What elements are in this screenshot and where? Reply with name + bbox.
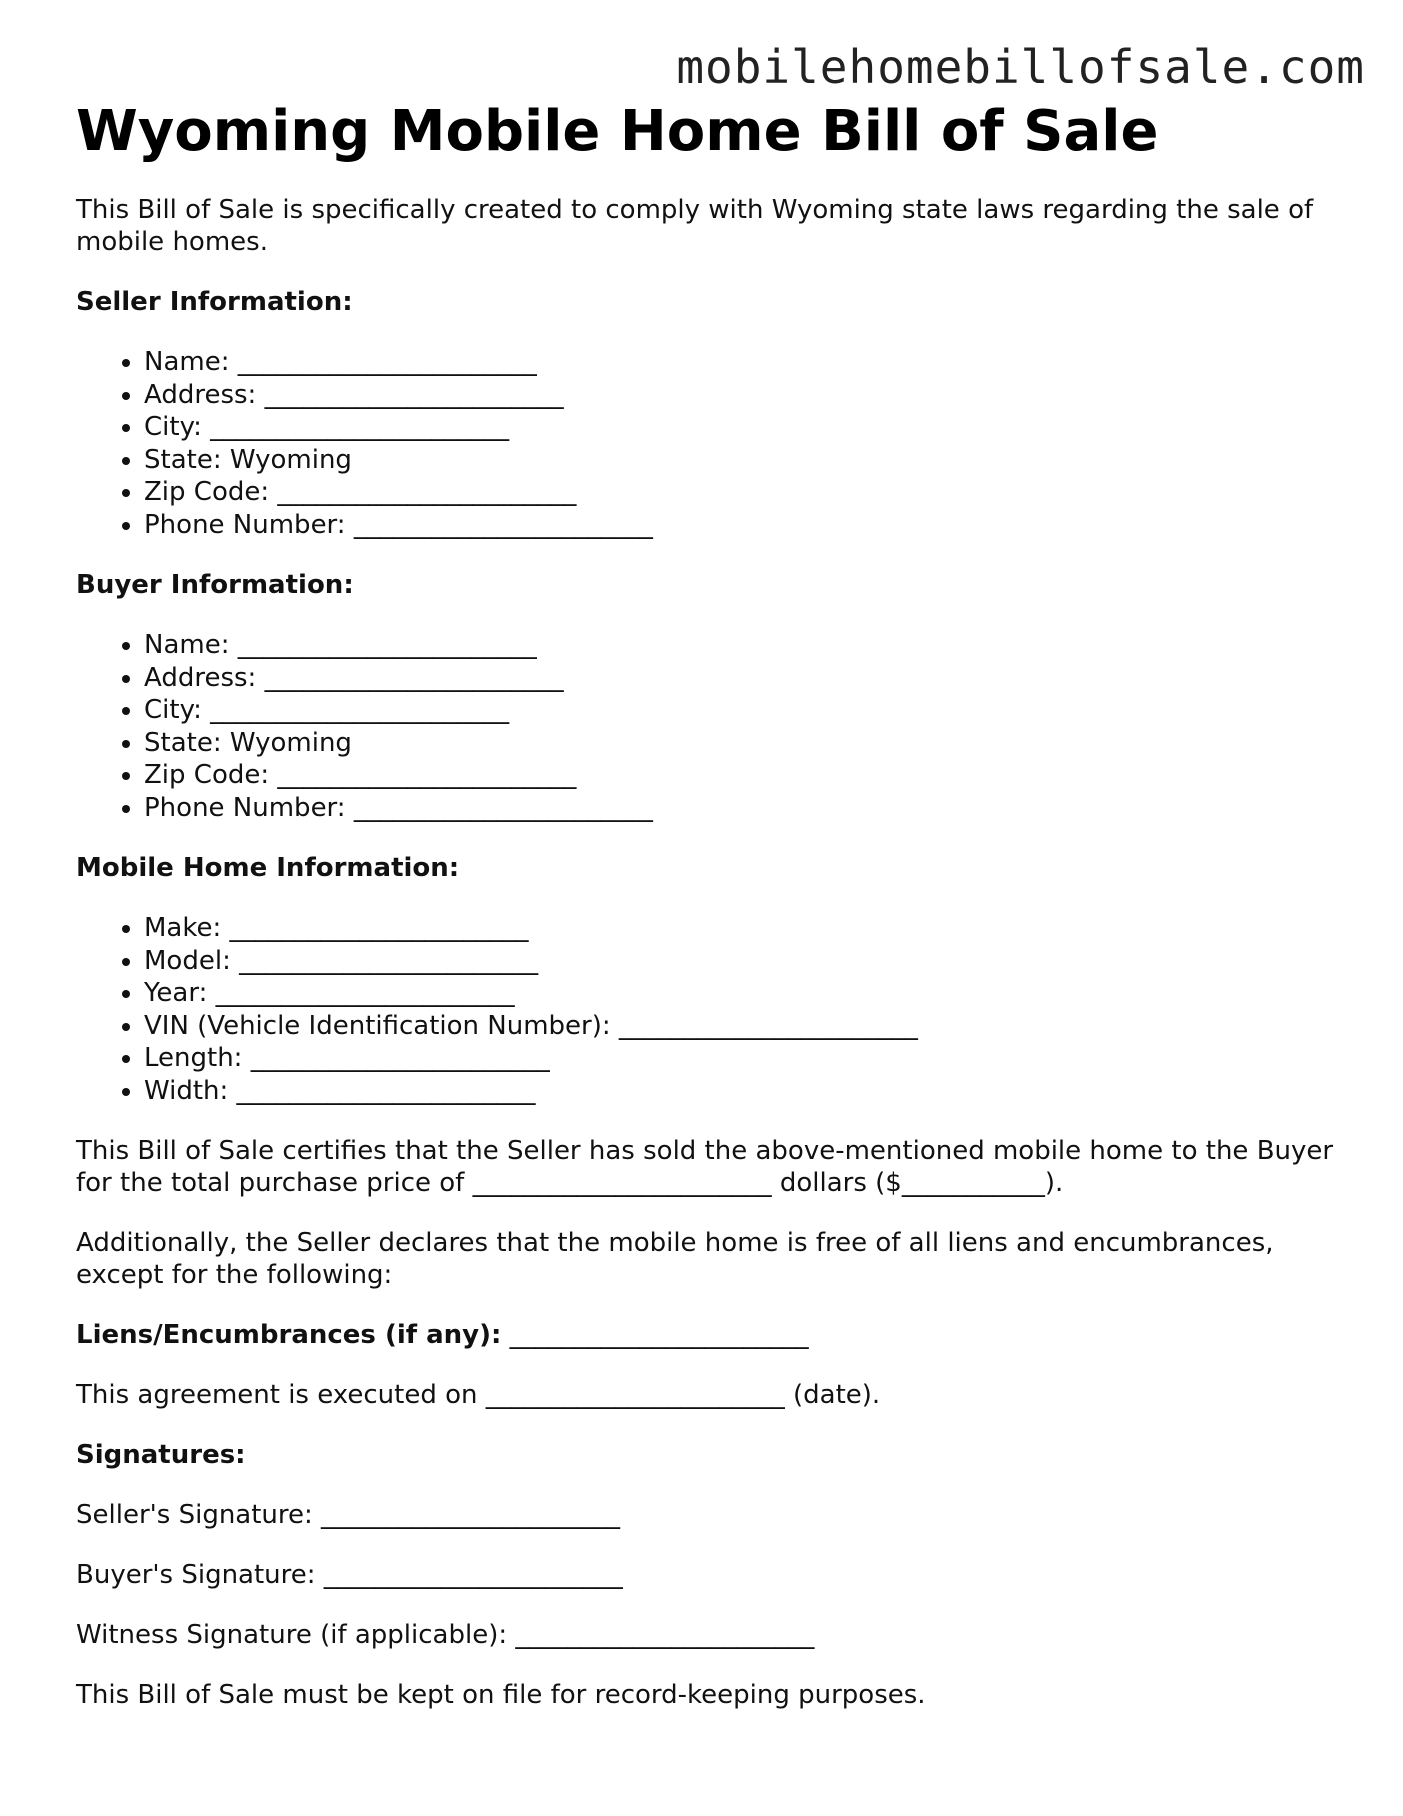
- make-field[interactable]: • Make: _______________________: [144, 912, 1336, 945]
- buyer-address-field[interactable]: • Address: _______________________: [144, 662, 1336, 695]
- vin-field[interactable]: • VIN (Vehicle Identification Number): _______________________: [144, 1010, 1336, 1043]
- witness-signature-line[interactable]: Witness Signature (if applicable): _______________________: [76, 1620, 815, 1651]
- footer-note: This Bill of Sale must be kept on file for record-keeping purposes.: [76, 1680, 926, 1711]
- document-body: [76, 100, 1336, 1711]
- seller-info-list: [76, 346, 1336, 541]
- mobile-home-info-list: [76, 912, 1336, 1107]
- seller-zip-field[interactable]: • Zip Code: _______________________: [144, 476, 1336, 509]
- buyer-zip-field[interactable]: • Zip Code: _______________________: [144, 759, 1336, 792]
- seller-signature-line[interactable]: Seller's Signature: _______________________: [76, 1500, 621, 1531]
- seller-address-field[interactable]: • Address: _______________________: [144, 379, 1336, 412]
- buyer-info-list: [76, 629, 1336, 824]
- buyer-state-field: • State: Wyoming: [144, 727, 1336, 760]
- seller-city-field[interactable]: • City: _______________________: [144, 411, 1336, 444]
- buyer-name-field[interactable]: • Name: _______________________: [144, 629, 1336, 662]
- execution-date-line[interactable]: This agreement is executed on _______________________ (date).: [76, 1380, 881, 1411]
- width-field[interactable]: • Width: _______________________: [144, 1075, 1336, 1108]
- signatures-heading: Signatures:: [76, 1440, 246, 1471]
- site-url: mobilehomebillofsale.com: [676, 40, 1365, 94]
- seller-state-field: • State: Wyoming: [144, 444, 1336, 477]
- intro-paragraph: This Bill of Sale is specifically created to comply with Wyoming state laws regarding the sale of mobile homes.: [76, 195, 1314, 258]
- liens-blank[interactable]: _______________________: [509, 1320, 809, 1351]
- certification-paragraph: This Bill of Sale certifies that the Seller has sold the above-mentioned mobile home to the Buyer for the total purchase price of _______________________ dollars ($___________).: [76, 1136, 1334, 1199]
- liens-label: Liens/Encumbrances (if any):: [76, 1320, 502, 1351]
- buyer-phone-field[interactable]: • Phone Number: _______________________: [144, 792, 1336, 825]
- buyer-heading: Buyer Information:: [76, 570, 354, 601]
- liens-line[interactable]: [76, 1319, 1336, 1351]
- document-title: Wyoming Mobile Home Bill of Sale: [76, 99, 1159, 164]
- year-field[interactable]: • Year: _______________________: [144, 977, 1336, 1010]
- buyer-signature-line[interactable]: Buyer's Signature: _______________________: [76, 1560, 623, 1591]
- seller-heading: Seller Information:: [76, 287, 353, 318]
- mobile-home-heading: Mobile Home Information:: [76, 853, 460, 884]
- length-field[interactable]: • Length: _______________________: [144, 1042, 1336, 1075]
- seller-name-field[interactable]: • Name: _______________________: [144, 346, 1336, 379]
- seller-phone-field[interactable]: • Phone Number: _______________________: [144, 509, 1336, 542]
- model-field[interactable]: • Model: _______________________: [144, 945, 1336, 978]
- buyer-city-field[interactable]: • City: _______________________: [144, 694, 1336, 727]
- liens-declaration-paragraph: Additionally, the Seller declares that the mobile home is free of all liens and encumbrances, except for the following:: [76, 1228, 1274, 1291]
